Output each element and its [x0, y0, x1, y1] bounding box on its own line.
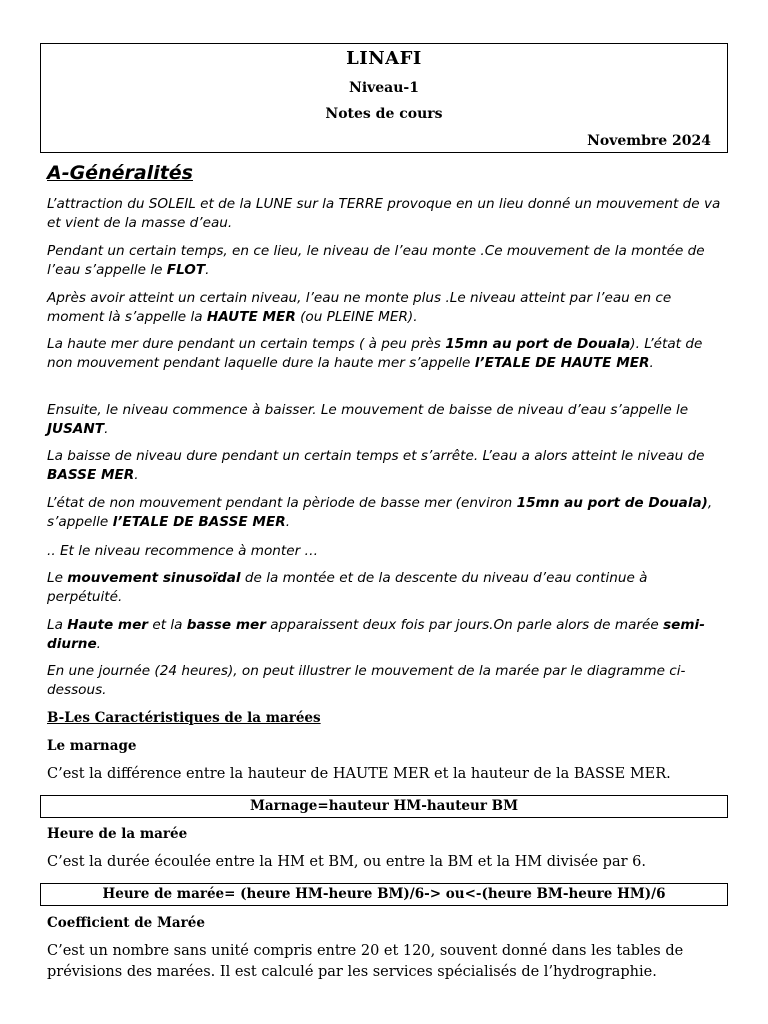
paragraph-jusant: Ensuite, le niveau commence à baisser. Le mouvement de baisse de niveau d’eau s’appelle le JUSANT. [47, 402, 689, 437]
coefficient-heading: Coefficient de Marée [47, 915, 205, 931]
section-b-heading: B-Les Caractéristiques de la marées [47, 710, 321, 726]
paragraph-etale-basse-mer: L’état de non mouvement pendant la pèriode de basse mer (environ 15mn au port de Douala), s’appelle l’ETALE DE BASSE MER. [47, 495, 713, 530]
paragraph-haute-mer: Après avoir atteint un certain niveau, l’eau ne monte plus .Le niveau atteint par l’eau en ce moment là s’appelle la HAUTE MER (ou PLEINE MER). [47, 290, 672, 325]
header-box [40, 43, 728, 153]
paragraph-etale-haute-mer: La haute mer dure pendant un certain temps ( à peu près 15mn au port de Douala). L’état de non mouvement pendant laquelle dure la haute mer s’appelle l’ETALE DE HAUTE MER. [47, 336, 703, 371]
paragraph-attraction: L’attraction du SOLEIL et de la LUNE sur la TERRE provoque en un lieu donné un mouvement de va et vient de la masse d’eau. [47, 196, 721, 231]
coefficient-definition: C’est un nombre sans unité compris entre 20 et 120, souvent donné dans les tables de prévisions des marées. Il est calculé par les services spécialisés de l’hydrographie. [47, 943, 684, 980]
paragraph-basse-mer: La baisse de niveau dure pendant un certain temps et s’arrête. L’eau a alors atteint le niveau de BASSE MER. [47, 448, 705, 483]
marnage-heading: Le marnage [47, 738, 137, 754]
heure-maree-formula-box: Heure de marée= (heure HM-heure BM)/6-> ou<-(heure BM-heure HM)/6 [40, 883, 728, 906]
course-notes-label: Notes de cours [325, 106, 443, 122]
paragraph-sinusoidal: Le mouvement sinusoïdal de la montée et de la descente du niveau d’eau continue à perpétuité. [47, 570, 648, 605]
document-date: Novembre 2024 [587, 133, 711, 149]
document-title: LINAFI [346, 48, 422, 69]
heure-maree-heading: Heure de la marée [47, 826, 188, 842]
course-level: Niveau-1 [349, 80, 419, 96]
paragraph-semi-diurne: La Haute mer et la basse mer apparaissent deux fois par jours.On parle alors de marée semi-diurne. [47, 617, 705, 652]
paragraph-flot: Pendant un certain temps, en ce lieu, le niveau de l’eau monte .Ce mouvement de la montée de l’eau s’appelle le FLOT. [47, 243, 705, 278]
paragraph-diagramme: En une journée (24 heures), on peut illustrer le mouvement de la marée par le diagramme ci-dessous. [47, 663, 686, 698]
marnage-formula-box: Marnage=hauteur HM-hauteur BM [40, 795, 728, 818]
paragraph-recommence: .. Et le niveau recommence à monter … [47, 543, 319, 559]
marnage-definition: C’est la différence entre la hauteur de HAUTE MER et la hauteur de la BASSE MER. [47, 766, 671, 782]
heure-maree-definition: C’est la durée écoulée entre la HM et BM, ou entre la BM et la HM divisée par 6. [47, 854, 646, 870]
section-a-heading: A-Généralités [47, 162, 193, 184]
